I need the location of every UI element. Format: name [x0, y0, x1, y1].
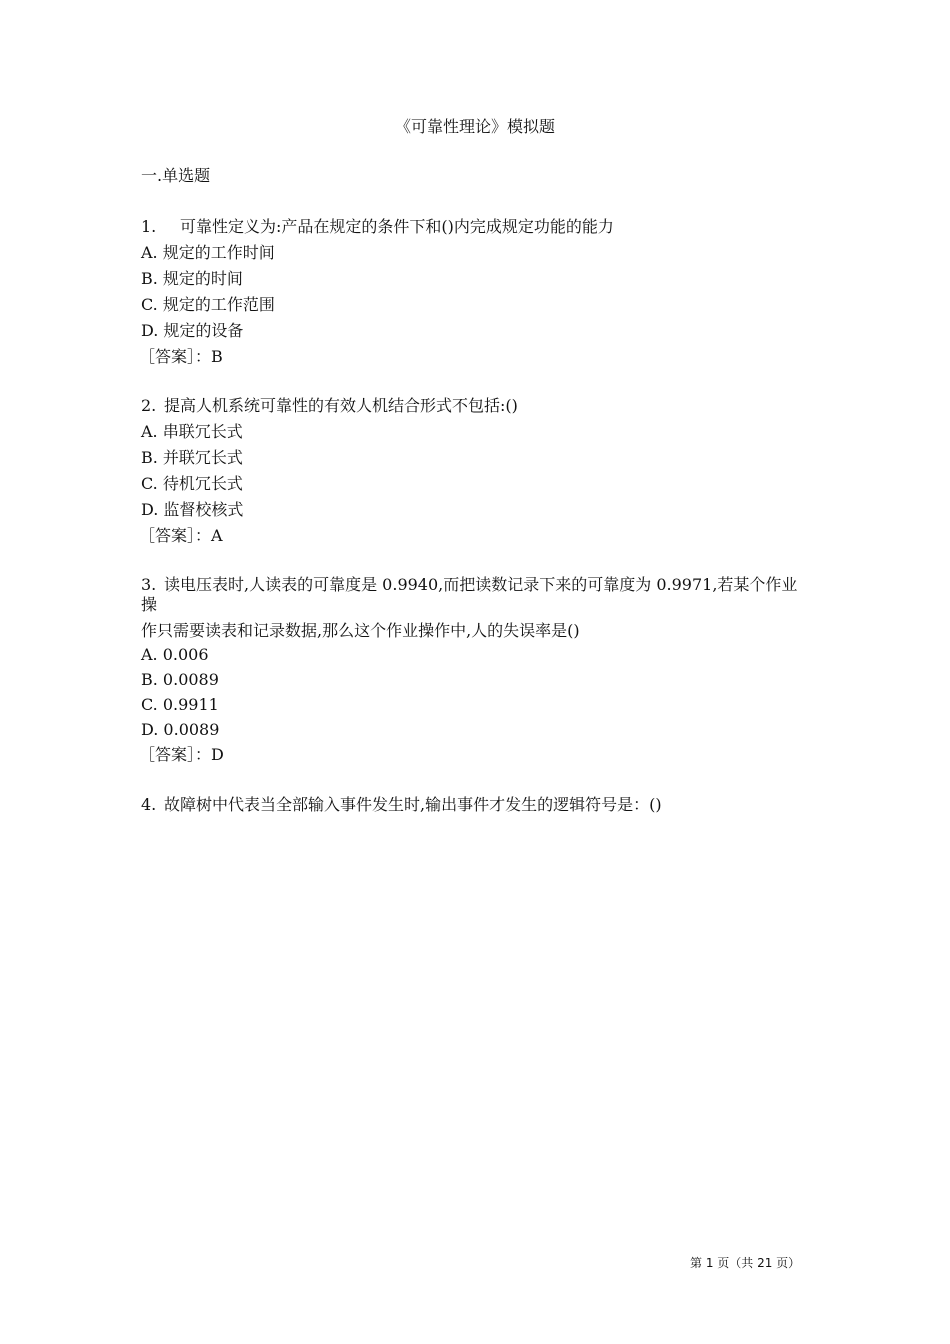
question-text: 故障树中代表当全部输入事件发生时,输出事件才发生的逻辑符号是：()	[164, 795, 662, 814]
option-d: D. 0.0089	[141, 720, 220, 739]
question-number: 1.	[141, 217, 157, 236]
question-number: 2.	[141, 396, 157, 415]
option-c: C. 待机冗长式	[141, 474, 243, 493]
question-text: 提高人机系统可靠性的有效人机结合形式不包括:()	[164, 396, 518, 415]
question-3	[141, 575, 797, 595]
option-a: A. 规定的工作时间	[141, 243, 275, 262]
section-heading: 一.单选题	[141, 166, 211, 185]
option-b: B. 0.0089	[141, 670, 219, 689]
option-a: A. 串联冗长式	[141, 422, 243, 441]
question-text-line-1: 读电压表时,人读表的可靠度是 0.9940,而把读数记录下来的可靠度为 0.9971,若某个作业	[164, 575, 798, 594]
answer: ［答案］：D	[139, 745, 224, 764]
page-footer: 第 1 页（共 21 页）	[690, 1256, 801, 1270]
option-a: A. 0.006	[141, 645, 209, 664]
question-text: 可靠性定义为:产品在规定的条件下和()内完成规定功能的能力	[180, 217, 614, 236]
answer: ［答案］：A	[139, 526, 223, 545]
question-text-line-2: 操	[141, 595, 158, 614]
option-b: B. 规定的时间	[141, 269, 243, 288]
document-title: 《可靠性理论》模拟题	[394, 117, 555, 136]
option-d: D. 规定的设备	[141, 321, 244, 340]
option-d: D. 监督校核式	[141, 500, 244, 519]
question-2	[141, 396, 518, 416]
option-c: C. 0.9911	[141, 695, 219, 714]
question-1	[141, 217, 614, 237]
question-number: 3.	[141, 575, 157, 594]
option-b: B. 并联冗长式	[141, 448, 243, 467]
option-c: C. 规定的工作范围	[141, 295, 275, 314]
answer: ［答案］：B	[139, 347, 223, 366]
question-text-line-3: 作只需要读表和记录数据,那么这个作业操作中,人的失误率是()	[141, 621, 580, 640]
question-4	[141, 795, 662, 815]
question-number: 4.	[141, 795, 157, 814]
